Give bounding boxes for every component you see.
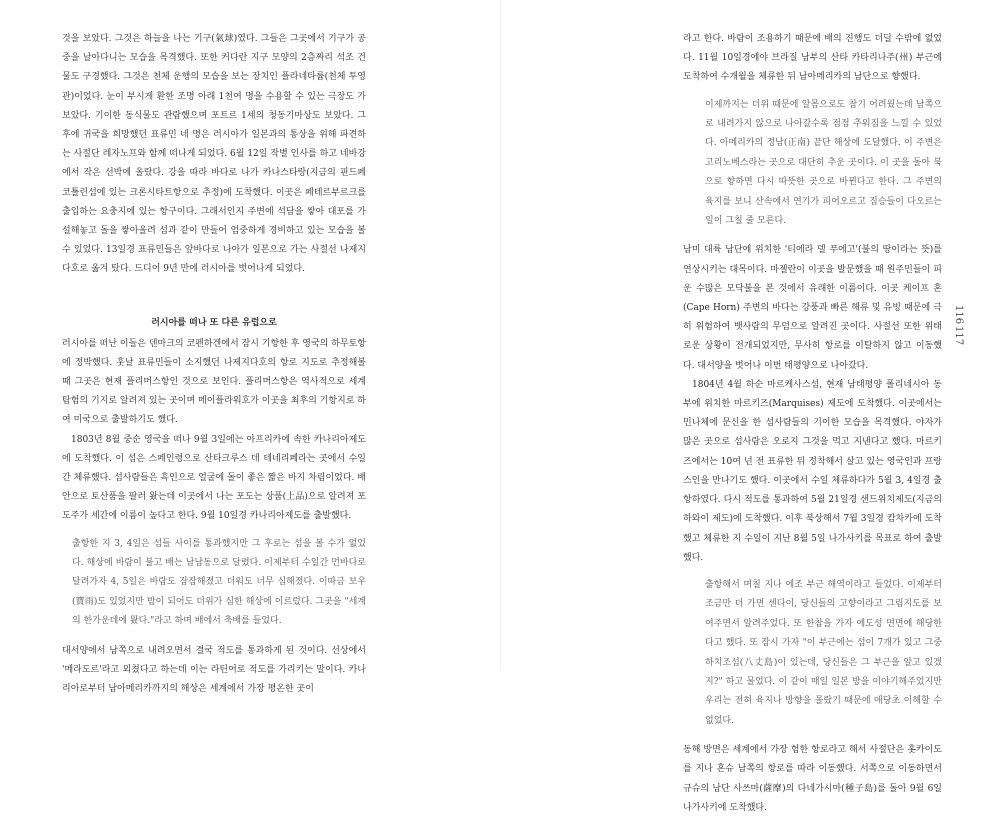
section-heading: 러시아를 떠나 또 다른 유럽으로 xyxy=(151,317,277,328)
right-quote-text-2: 출항해서 며칠 지나 에조 부근 해역이라고 들었다. 이제부터 조금만 더 가면 센다이, 당신들의 고향이라고 그림지도를 보여주면서 알려주었다. 또 한참을 가자 에도성 면면에 해당한다고 했다. 또 잠시 가자 "이 부근에는 섬이 7개가 있고 그중 하치조섬(八丈島)이 있는데, 당신들은 그 부근을 알고 있겠지?" 하고 물었다. 이 같이 매일 일본 방을 이야기해주었지만 우리는 전혀 육지나 방향을 몰랐기 때문에 애당초 이해할 수 없었다. xyxy=(705,579,942,726)
left-paragraph-1: 것을 보았다. 그것은 하늘을 나는 기구(氣球)였다. 그들은 그곳에서 기구가 공중을 날아다니는 모습을 목격했다. 또한 커다란 지구 모양의 2층짜리 석조 건물도 구경했다. 그것은 천체 운행의 모습을 보는 장치인 플라네타륨(천체 투영관)이었다. 눈이 부시게 환한 조명 아래 1천여 명을 수용할 수 있는 극장도 가보았다. 기이한 동식물도 관람했으며 포트르 1세의 청동기마상도 보았다. 그 후에 귀국을 희망했던 표류민 네 명은 러시아가 일본과의 통상을 위해 파견하는 사절단 레자노프와 함께 떠나게 되었다. 6월 12일 작별 인사를 하고 네바강에서 작은 선박에 올랐다. 강을 따라 바다로 나가 카나스타랑(지금의 핀드페 코틀린섬에 있는 크론시타트항으로 추정)에 도착했다. 이곳은 페테르부르크를 출입하는 요충지에 있는 항구이다. 그래서인지 주변에 석담을 쌓아 대포를 가설해놓고 돌을 쌓아올려 섬과 같이 만들어 엄중하게 경비하고 있는 모습을 볼 수 있었다. 13일경 표류민들은 앞바다로 나아가 일본으로 가는 사절선 나제지다호로 옮겨 탔다. 드디어 9년 만에 러시아를 벗어나게 되었다. xyxy=(62,34,366,275)
left-paragraph-2: 러시아를 떠난 이들은 덴마크의 코펜하겐에서 잠시 기항한 후 영국의 하무토항에 정박했다. 훗날 표류민들이 소지했던 나제지다호의 항로 지도로 추정해볼 때 그곳은 현재 플리머스항인 것으로 보인다. 플리머스항은 역사적으로 세계 탐험의 기지로 알려져 있는 곳이며 메이플라워호가 이곳을 최후의 기항지로 하여 미국으로 출발하기도 했다. xyxy=(62,338,366,426)
right-quote-block-2 xyxy=(683,576,942,731)
right-quote-block-1 xyxy=(683,96,942,232)
left-paragraph-3: 1803년 8월 중순 영국을 떠나 9월 3일에는 아프리카에 속한 카나리아제도에 도착했다. 이 섬은 스페인령으로 산타크루스 데 테네리페라는 곳에서 수일간 체류했다. 섬사람들은 흑인으로 얼굴에 돌이 좋은 짧은 바지 차림이었다. 배 안으로 토산품을 팔러 왔는데 이곳에서 나는 포도는 상품(上品)으로 알려져 포도주가 세간에 이름이 높다고 한다. 9월 10일경 카나리아제도를 출발했다. xyxy=(62,434,366,522)
right-paragraph-1: 라고 한다. 바람이 조용하기 때문에 배의 진행도 더딜 수밖에 없었다. 11월 10일경에야 브라질 남부의 산타 카타리나주(州) 부근에 도착하여 수개월을 체류한 뒤 남아메리카의 남단으로 향했다. xyxy=(683,34,942,83)
page-number-right: 117 xyxy=(953,326,964,346)
left-quote-block xyxy=(62,535,366,632)
right-paragraph-4: 동해 방면은 세계에서 가장 험한 항로라고 해서 사절단은 홋카이도를 지나 혼슈 남쪽의 항로를 따라 이동했다. 서쪽으로 이동하면서 규슈의 남단 사쓰마(薩摩)의 다네가시마(種子島)를 돌아 9월 6일 나가사키에 도착했다. xyxy=(683,745,942,813)
right-paragraph-3: 1804년 4월 하순 마르케사스섬, 현재 남태평양 폴리네시아 동부에 위치한 마르키즈(Marquises) 제도에 도착했다. 이곳에서는 민나체에 문신을 한 섬사람들의 기이한 모습을 목격했다. 야자가 많은 곳으로 섬사람은 오로지 그것을 먹고 지낸다고 했다. 마르키즈에서는 10여 넌 전 표류한 뒤 정착해서 살고 있는 영국인과 프랑스인을 만나기도 했다. 이곳에서 수일 체류하다가 5월 3, 4일경 출항하였다. 다시 적도를 통과하여 5월 21일경 샌드위치제도(지금의 하와이 제도)에 도착했다. 이후 북상해서 7월 3일경 캄차카에 도착했고 체류한 지 수일이 지난 8월 5일 나가사키를 목표로 하여 출발했다. xyxy=(683,379,942,563)
page-numbers xyxy=(951,298,965,347)
right-page xyxy=(500,0,1000,813)
right-quote-text-1: 이제까지는 더위 때문에 알몸으로도 참기 어려웠는데 남쪽으로 내려가지 않으로 나아갈수록 점점 추워짐을 느낄 수 있었다. 아메리카의 정남(正南) 끝단 해상에 도달했다. 이 주변은 고리노베스라는 곳으로 대단히 추운 곳이다. 이 곳을 돌아 북으로 향하면 다시 따뜻한 곳으로 바뀐다고 한다. 그 주변의 육지를 보니 산속에서 연기가 피어오르고 짐승들이 다오르는 일이 그칠 줄 모른다. xyxy=(705,99,942,227)
left-paragraph-4: 대서양에서 남쪽으로 내려오면서 결국 적도를 통과하게 된 것이다. 선상에서 '메라도르'라고 외쳤다고 하는데 이는 라틴어로 적도를 가리키는 말이다. 카나리아로부터 남아메리카까지의 해상은 세계에서 가장 평온한 곳이 xyxy=(62,645,366,695)
page-number-left: 116 xyxy=(953,305,964,325)
right-paragraph-2: 남미 대륙 남단에 위치한 '티에라 델 푸에고'(불의 땅이라는 뜻)를 연상시키는 대목이다. 마젤란이 이곳을 발문했을 때 원주민들이 피운 수많은 모닥불을 본 것에서 유래한 이름이다. 이곳 케이프 혼(Cape Horn) 주변의 바다는 강풍과 빠른 해류 및 유빙 때문에 극히 위험하여 뱃사람의 무덤으로 알려진 곳이다. 사절선 또한 위태로운 상황이 전개되었지만, 무사히 항로를 이탈하지 않고 이동했다. 대서양을 벗어나 이번 태평양으로 나아갔다. xyxy=(683,245,942,371)
left-quote-text: 출항한 지 3, 4일은 섬들 사이를 통과했지만 그 후로는 섬을 볼 수가 없었다. 해상에 바람이 불고 배는 남남동으로 달렸다. 이제부터 수일간 먼바다로 달려가자 4, 5일은 바람도 잠잠해졌고 더워도 너무 심해졌다. 이따금 보우(寶雨)도 있었지만 밤이 되어도 더위가 심한 해상에 이르렀다. 그곳을 "세계의 한가운데에 왔다."라고 하며 배에서 축배를 들었다. xyxy=(72,538,366,627)
left-page xyxy=(0,0,500,695)
